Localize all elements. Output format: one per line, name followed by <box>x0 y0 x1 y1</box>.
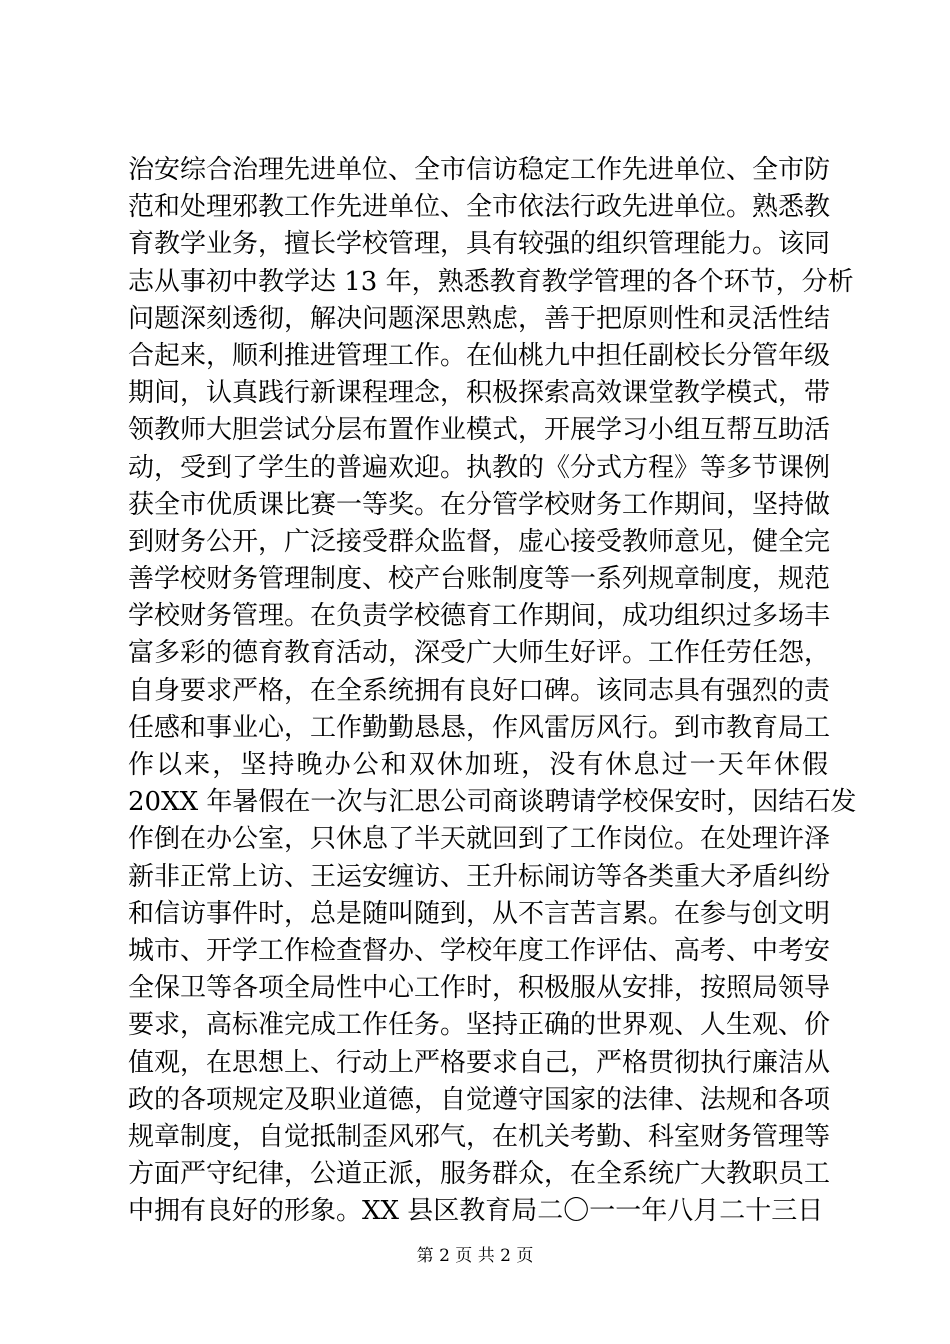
text-line: 育教学业务，擅长学校管理，具有较强的组织管理能力。该同 <box>128 229 831 260</box>
text-line: 问题深刻透彻，解决问题深思熟虑，善于把原则性和灵活性结 <box>128 303 831 334</box>
text-line: 自身要求严格，在全系统拥有良好口碑。该同志具有强烈的责 <box>128 675 831 706</box>
text-line-last: 中拥有良好的形象。XX 县区教育局二〇一一年八月二十三日 <box>128 1196 824 1227</box>
text-line: 治安综合治理先进单位、全市信访稳定工作先进单位、全市防 <box>128 155 831 185</box>
body-paragraph <box>128 152 857 1230</box>
text-line: 获全市优质课比赛一等奖。在分管学校财务工作期间，坚持做 <box>128 489 831 520</box>
text-line: 方面严守纪律，公道正派，服务群众，在全系统广大教职员工 <box>128 1159 831 1190</box>
text-line: 学校财务管理。在负责学校德育工作期间，成功组织过多场丰 <box>128 601 831 632</box>
text-line: 富多彩的德育教育活动，深受广大师生好评。工作任劳任怨， <box>128 638 831 669</box>
text-line: 善学校财务管理制度、校产台账制度等一系列规章制度，规范 <box>128 564 831 595</box>
text-line: 要求，高标准完成工作任务。坚持正确的世界观、人生观、价 <box>128 1010 831 1041</box>
text-line: 范和处理邪教工作先进单位、全市依法行政先进单位。熟悉教 <box>128 192 831 223</box>
text-line: 作以来，坚持晚办公和双休加班，没有休息过一天年休假 <box>128 750 828 780</box>
text-line: 20XX 年暑假在一次与汇思公司商谈聘请学校保安时，因结石发 <box>128 787 857 818</box>
text-line: 领教师大胆尝试分层布置作业模式，开展学习小组互帮互助活 <box>128 415 831 446</box>
text-line: 动，受到了学生的普遍欢迎。执教的《分式方程》等多节课例 <box>128 452 831 483</box>
text-line: 期间，认真践行新课程理念，积极探索高效课堂教学模式，带 <box>128 378 831 409</box>
page-number-footer: 第 2 页 共 2 页 <box>416 1246 534 1266</box>
text-line: 合起来，顺利推进管理工作。在仙桃九中担任副校长分管年级 <box>128 340 831 371</box>
text-line: 任感和事业心，工作勤勤恳恳，作风雷厉风行。到市教育局工 <box>128 712 831 743</box>
text-line: 和信访事件时，总是随叫随到，从不言苦言累。在参与创文明 <box>128 898 831 929</box>
text-line: 规章制度，自觉抵制歪风邪气，在机关考勤、科室财务管理等 <box>128 1121 831 1152</box>
text-line: 新非正常上访、王运安缠访、王升标闹访等各类重大矛盾纠纷 <box>128 861 831 892</box>
text-line: 值观，在思想上、行动上严格要求自己，严格贯彻执行廉洁从 <box>128 1047 831 1078</box>
text-line: 城市、开学工作检查督办、学校年度工作评估、高考、中考安 <box>128 935 831 966</box>
text-line: 政的各项规定及职业道德，自觉遵守国家的法律、法规和各项 <box>128 1084 831 1115</box>
text-line: 全保卫等各项全局性中心工作时，积极服从安排，按照局领导 <box>128 973 831 1004</box>
text-line: 到财务公开，广泛接受群众监督，虚心接受教师意见，健全完 <box>128 526 831 557</box>
text-line: 志从事初中教学达 13 年，熟悉教育教学管理的各个环节，分析 <box>128 266 854 297</box>
text-line: 作倒在办公室，只休息了半天就回到了工作岗位。在处理许泽 <box>128 824 831 855</box>
